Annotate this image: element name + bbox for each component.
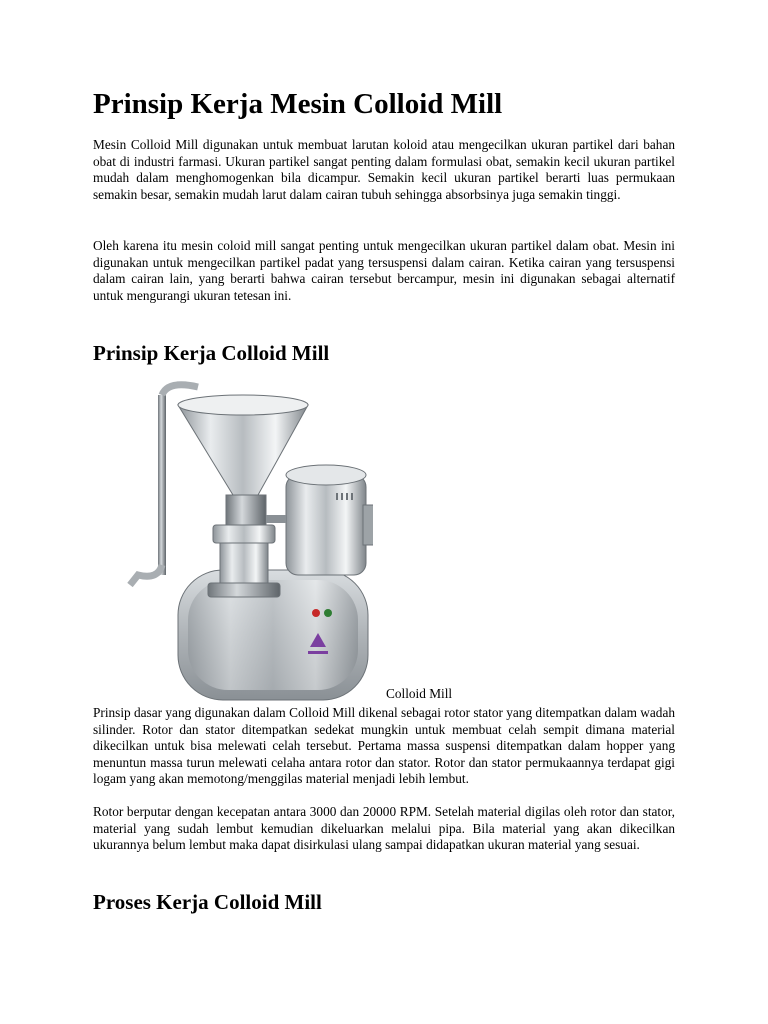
principle-paragraph: Prinsip dasar yang digunakan dalam Colloid Mill dikenal sebagai rotor stator yang ditempatkan dalam wadah silinder. Rotor dan stator ditempatkan sedekat mungkin untuk membuat celah sempit dimana material dikecilkan untuk bisa melewati celah tersebut. Pertama massa suspensi ditempatkan dalam hopper yang menuntun massa turun melewati celaha antara rotor dan stator. Rotor dan stator permukaannya terdapat gigi logam yang akan memotong/menggilas material menjadi lebih lembut. bbox=[93, 705, 675, 787]
colloid-mill-image bbox=[108, 375, 373, 705]
section-heading-principle: Prinsip Kerja Colloid Mill bbox=[93, 341, 330, 365]
page-title: Prinsip Kerja Mesin Colloid Mill bbox=[93, 88, 503, 120]
rotor-paragraph: Rotor berputar dengan kecepatan antara 3000 dan 20000 RPM. Setelah material digilas oleh rotor dan stator, material yang sudah lembut kemudian dikeluarkan melalui pipa. Bila material yang akan dikecilkan ukurannya belum lembut maka dapat disirkulasi ulang sampai didapatkan ukuran material yang sesuai. bbox=[93, 804, 675, 853]
intro-paragraph: Mesin Colloid Mill digunakan untuk membuat larutan koloid atau mengecilkan ukuran partikel dari bahan obat di industri farmasi. Ukuran partikel sangat penting dalam formulasi obat, semakin kecil ukuran partikel mudah dalam menghomogenkan bila dicampur. Semakin kecil ukuran partikel berarti luas permukaan semakin besar, semakin mudah larut dalam cairan tubuh sehingga absorbsinya juga semakin tinggi. bbox=[93, 137, 675, 202]
second-paragraph: Oleh karena itu mesin coloid mill sangat penting untuk mengecilkan ukuran partikel dalam obat. Mesin ini digunakan untuk mengecilkan partikel padat yang tersuspensi dalam cairan. Ketika cairan yang tersuspensi dalam cairan lain, yang berarti bahwa cairan tersebut bercampur, mesin ini digunakan sebagai alternatif untuk mengurangi ukuran tetesan ini. bbox=[93, 238, 675, 303]
figure-caption: Colloid Mill bbox=[386, 686, 453, 701]
section-heading-process: Proses Kerja Colloid Mill bbox=[93, 890, 322, 914]
